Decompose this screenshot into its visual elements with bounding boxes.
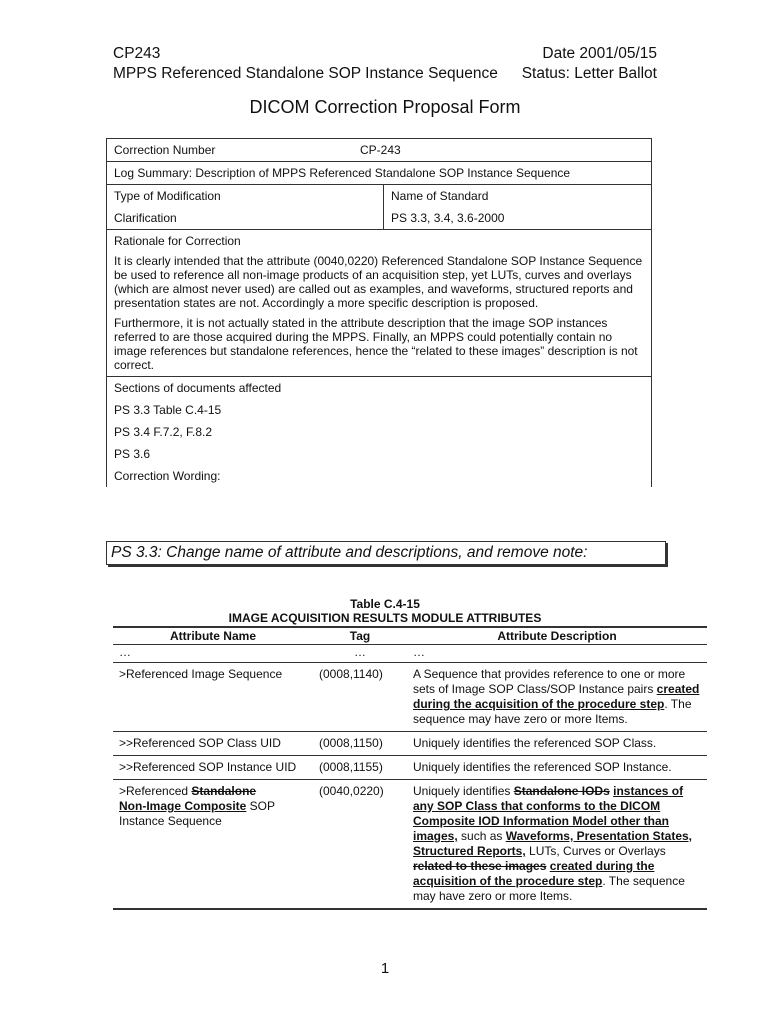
section-item: PS 3.4 F.7.2, F.8.2 [114, 425, 213, 439]
section-item: PS 3.3 Table C.4-15 [114, 403, 222, 417]
rationale-section [107, 230, 651, 377]
correction-wording-label: Correction Wording: [114, 469, 221, 483]
rationale-label: Rationale for Correction [114, 234, 241, 248]
column-header: Attribute Description [407, 627, 707, 645]
inserted-text: created during the acquisition of the procedure step [413, 682, 700, 711]
doc-subject: MPPS Referenced Standalone SOP Instance Sequence [113, 65, 498, 82]
rationale-paragraph-2: Furthermore, it is not actually stated in the attribute description that the image SOP instances referred to are those acquired during the MPPS. Finally, an MPPS could potentially contain no image references but standalone references, hence the “related to these images” description is not correct. [114, 316, 638, 372]
desc-text: LUTs, Curves or Overlays [525, 844, 666, 858]
desc-text: Uniquely identifies [413, 784, 514, 798]
attribute-description [407, 780, 707, 910]
section-item: PS 3.6 [114, 447, 151, 461]
standard-value: PS 3.3, 3.4, 3.6-2000 [391, 211, 505, 225]
inserted-text: instances of any SOP Class that conforms to the DICOM Composite IOD Information Model other than images, [413, 784, 684, 843]
table-caption-title: IMAGE ACQUISITION RESULTS MODULE ATTRIBUTES [228, 611, 542, 625]
deleted-text: Standalone IODs [513, 784, 610, 798]
attribute-name [113, 780, 313, 910]
desc-text: . The sequence may have zero or more Items. [413, 697, 692, 726]
sections-label: Sections of documents affected [114, 381, 282, 395]
doc-status: Status: Letter Ballot [521, 65, 657, 82]
attribute-tag: (0008,1140) [313, 663, 407, 732]
type-label: Type of Modification [107, 185, 384, 207]
column-header: Attribute Name [113, 627, 313, 645]
attribute-name: >Referenced Image Sequence [113, 663, 313, 732]
attribute-name: >>Referenced SOP Instance UID [113, 756, 313, 780]
name-text: SOP Instance Sequence [119, 799, 275, 828]
attribute-tag: (0008,1150) [313, 732, 407, 756]
correction-number-label: Correction Number [114, 143, 216, 157]
standard-label: Name of Standard [391, 189, 489, 203]
page-header [113, 44, 657, 84]
correction-number-row [107, 139, 651, 162]
table-header-row [113, 627, 707, 645]
column-header: Tag [313, 627, 407, 645]
modification-values-row [107, 207, 651, 230]
attribute-description: Uniquely identifies the referenced SOP Instance. [407, 756, 707, 780]
form-title: DICOM Correction Proposal Form [249, 97, 521, 117]
inserted-text: Waveforms, Presentation States, Structured Reports, [413, 829, 693, 858]
table-caption [0, 597, 770, 625]
attributes-table [113, 626, 707, 910]
correction-number-value: CP-243 [360, 143, 401, 157]
attribute-tag: (0008,1155) [313, 756, 407, 780]
table-row [113, 732, 707, 756]
table-row [113, 645, 707, 663]
ellipsis-cell: … [407, 645, 707, 663]
doc-id: CP243 [113, 45, 161, 62]
desc-text: A Sequence that provides reference to one or more sets of Image SOP Class/SOP Instance pairs [413, 667, 686, 696]
deleted-text: related to these images [413, 859, 547, 873]
log-summary: Log Summary: Description of MPPS Referenced Standalone SOP Instance Sequence [107, 162, 651, 185]
modification-row [107, 185, 651, 207]
table-caption-number: Table C.4-15 [350, 597, 420, 611]
type-value: Clarification [107, 207, 384, 229]
attribute-description [407, 663, 707, 732]
desc-text: . The sequence may have zero or more Items. [413, 874, 685, 903]
attribute-tag: (0040,0220) [313, 780, 407, 910]
table-row [113, 780, 707, 910]
ps33-heading: PS 3.3: Change name of attribute and descriptions, and remove note: [106, 541, 666, 565]
attribute-name: >>Referenced SOP Class UID [113, 732, 313, 756]
table-row [113, 756, 707, 780]
ellipsis-cell: … [313, 645, 407, 663]
name-text: >Referenced [119, 784, 192, 798]
rationale-paragraph-1: It is clearly intended that the attribute (0040,0220) Referenced Standalone SOP Instance Sequence be used to reference all non-image products of an acquisition step, yet LUTs, curves and overlays (which are almost never used) are called out as examples, and waveforms, structured reports and presentation states are not. Accordingly a more specific description is proposed. [114, 254, 643, 310]
attribute-description: Uniquely identifies the referenced SOP Class. [407, 732, 707, 756]
table-row [113, 663, 707, 732]
correction-form [106, 138, 652, 487]
page-number: 1 [380, 960, 390, 977]
inserted-text: Non-Image Composite [119, 799, 247, 813]
ellipsis-cell: … [113, 645, 313, 663]
inserted-text: created during the acquisition of the procedure step [413, 859, 655, 888]
desc-text: such as [457, 829, 506, 843]
doc-date: Date 2001/05/15 [542, 45, 657, 62]
sections-affected [107, 377, 651, 487]
deleted-text: Standalone [191, 784, 257, 798]
